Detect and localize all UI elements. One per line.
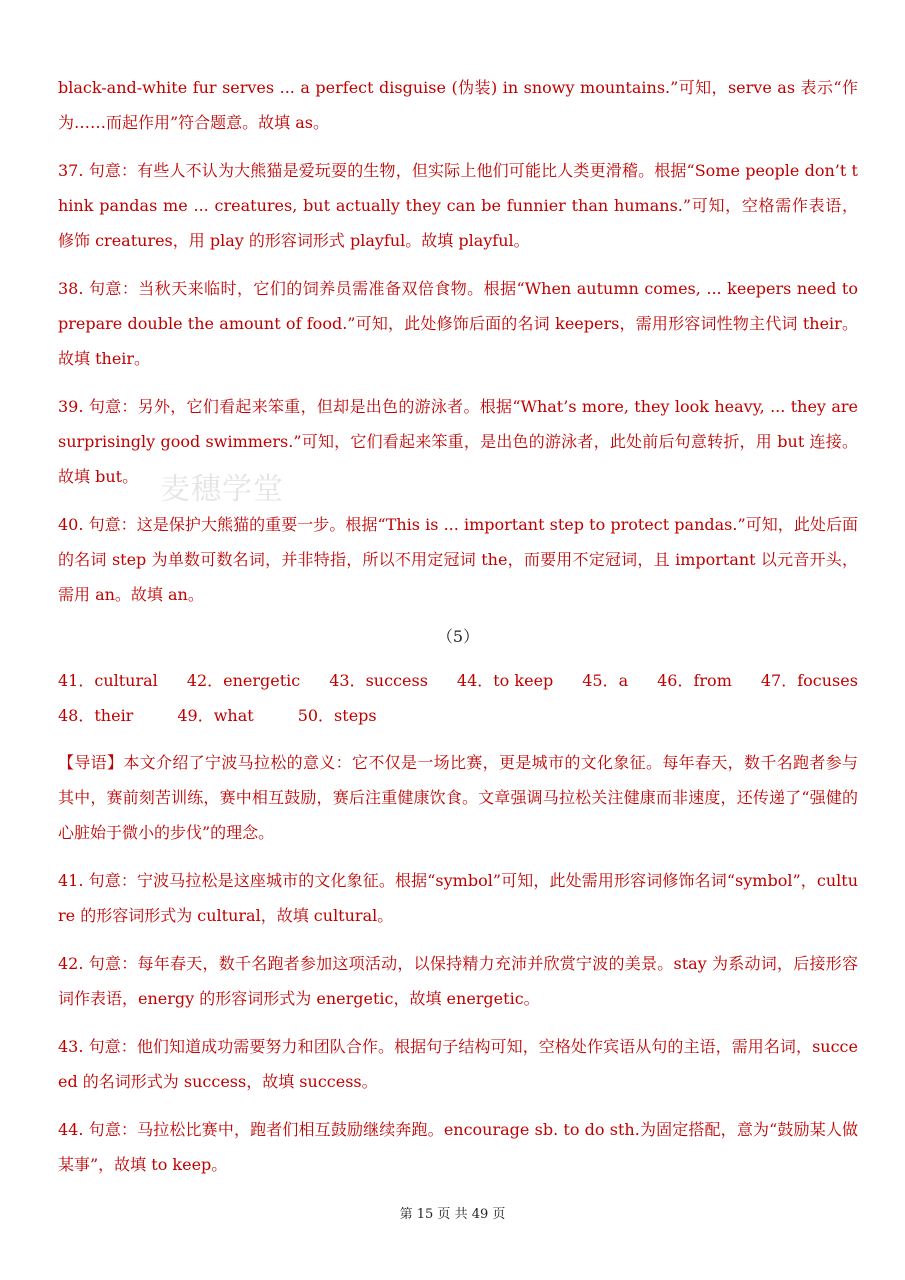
answer-row-2	[58, 698, 858, 733]
lead-tag: 【导语】	[58, 753, 124, 772]
answer-43: 43．success	[329, 671, 428, 690]
explanation-paragraph-44: 44. 句意：马拉松比赛中，跑者们相互鼓励继续奔跑。encourage sb. to do sth.为固定搭配，意为“鼓励某人做某事”，故填 to keep。	[58, 1120, 858, 1174]
explanation-paragraph-41: 41. 句意：宁波马拉松是这座城市的文化象征。根据“symbol”可知，此处需用形容词修饰名词“symbol”，culture 的形容词形式为 cultural，故填 cultural。	[58, 871, 858, 925]
answer-45: 45．a	[582, 671, 629, 690]
section-number: （5）	[436, 627, 480, 646]
answer-50: 50．steps	[297, 706, 377, 725]
answer-key	[58, 663, 858, 733]
answer-46: 46．from	[657, 671, 732, 690]
answer-47: 47．focuses	[760, 671, 858, 690]
page-footer: 第 15 页 共 49 页	[399, 1207, 506, 1222]
explanation-paragraph-42: 42. 句意：每年春天，数千名跑者参加这项活动，以保持精力充沛并欣赏宁波的美景。stay 为系动词，后接形容词作表语，energy 的形容词形式为 energetic，故填 energetic。	[58, 954, 858, 1008]
explanation-paragraph-43: 43. 句意：他们知道成功需要努力和团队合作。根据句子结构可知，空格处作宾语从句的主语，需用名词，succeed 的名词形式为 success，故填 success。	[58, 1037, 858, 1091]
explanation-paragraph-36-cont: black-and-white fur serves ... a perfect disguise (伪装) in snowy mountains.”可知，serve as 表示“作为……而起作用”符合题意。故填 as。	[58, 78, 858, 132]
explanation-paragraph-40: 40. 句意：这是保护大熊猫的重要一步。根据“This is ... important step to protect pandas.”可知，此处后面的名词 step 为单数可数名词，并非特指，所以不用定冠词 the，而要用不定冠词，且 important 以元音开头，需用 an。故填 an。	[58, 515, 858, 604]
answer-48: 48．their	[58, 706, 134, 725]
page-content	[58, 70, 858, 1195]
lead-text: 本文介绍了宁波马拉松的意义：它不仅是一场比赛，更是城市的文化象征。每年春天，数千名跑者参与其中，赛前刻苦训练，赛中相互鼓励，赛后注重健康饮食。文章强调马拉松关注健康而非速度，还传递了“强健的心脏始于微小的步伐”的理念。	[58, 753, 858, 842]
explanation-paragraph-39: 39. 句意：另外，它们看起来笨重，但却是出色的游泳者。根据“What’s more, they look heavy, ... they are surprisingly good swimmers.”可知，它们看起来笨重，是出色的游泳者，此处前后句意转折，用 but 连接。故填 but。	[58, 397, 858, 486]
watermark: 麦穗学堂	[160, 472, 284, 507]
lead-paragraph	[58, 745, 858, 850]
explanation-paragraph-38: 38. 句意：当秋天来临时，它们的饲养员需准备双倍食物。根据“When autumn comes, ... keepers need to prepare double the amount of food.”可知，此处修饰后面的名词 keepers，需用形容词性物主代词 their。故填 their。	[58, 279, 858, 368]
answer-41: 41．cultural	[58, 671, 158, 690]
answer-44: 44．to keep	[456, 671, 554, 690]
answer-49: 49．what	[177, 706, 254, 725]
answer-42: 42．energetic	[186, 671, 301, 690]
answer-row-1	[58, 663, 858, 698]
explanation-paragraph-37: 37. 句意：有些人不认为大熊猫是爱玩耍的生物，但实际上他们可能比人类更滑稽。根据“Some people don’t think pandas me ... creatures, but actually they can be funnier than humans.”可知，空格需作表语，修饰 creatures，用 play 的形容词形式 playful。故填 playful。	[58, 161, 858, 250]
